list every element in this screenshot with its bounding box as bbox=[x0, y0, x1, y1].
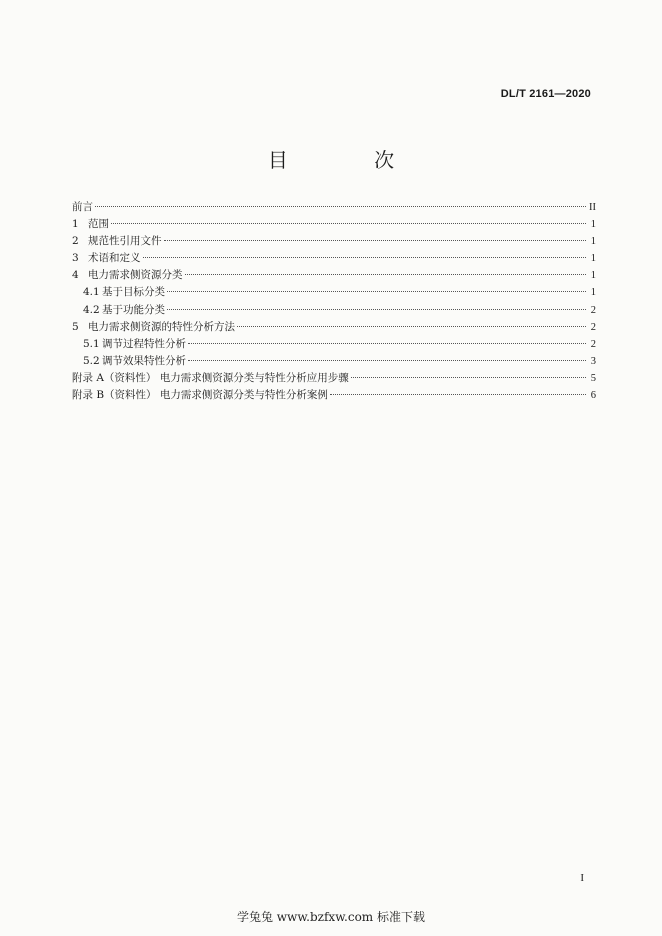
dot-leader bbox=[237, 326, 586, 327]
toc-entry[interactable] bbox=[72, 336, 596, 353]
dot-leader bbox=[188, 360, 586, 361]
dot-leader bbox=[167, 309, 586, 310]
dot-leader bbox=[143, 257, 587, 258]
toc-entry-page: 1 bbox=[590, 270, 596, 282]
toc-entry-number: 5.2 bbox=[83, 354, 100, 367]
toc-entry[interactable] bbox=[72, 387, 596, 404]
toc-entry-label: 调节效果特性分析 bbox=[102, 354, 186, 367]
toc-entry-page: 6 bbox=[590, 390, 596, 402]
toc-entry-page: 1 bbox=[590, 219, 596, 231]
toc-entry-number: 4 bbox=[72, 269, 79, 282]
toc-entry-number: 4.2 bbox=[83, 303, 100, 316]
toc-entry-page: II bbox=[589, 202, 596, 213]
toc-entry[interactable] bbox=[72, 267, 596, 284]
toc-entry-label: 基于目标分类 bbox=[102, 286, 165, 299]
toc-entry[interactable] bbox=[72, 370, 596, 387]
dot-leader bbox=[95, 206, 586, 207]
toc-entry[interactable] bbox=[72, 216, 596, 233]
dot-leader bbox=[164, 240, 587, 241]
toc-entry[interactable] bbox=[72, 233, 596, 250]
table-of-contents bbox=[72, 199, 596, 404]
dot-leader bbox=[167, 291, 586, 292]
toc-entry[interactable] bbox=[72, 353, 596, 370]
toc-entry[interactable] bbox=[72, 302, 596, 319]
toc-entry-label: 术语和定义 bbox=[88, 252, 141, 265]
toc-entry-label: 调节过程特性分析 bbox=[102, 337, 186, 350]
dot-leader bbox=[330, 394, 586, 395]
toc-entry[interactable] bbox=[72, 250, 596, 267]
toc-entry[interactable] bbox=[72, 319, 596, 336]
toc-entry-page: 2 bbox=[590, 338, 596, 350]
toc-entry-number: 2 bbox=[72, 235, 79, 248]
toc-entry-page: 5 bbox=[590, 372, 596, 384]
standard-code: DL/T 2161—2020 bbox=[500, 88, 591, 100]
toc-entry-number: 3 bbox=[72, 252, 79, 265]
toc-title: 目 次 bbox=[267, 148, 435, 172]
toc-entry-page: 1 bbox=[590, 236, 596, 248]
dot-leader bbox=[188, 343, 586, 344]
toc-entry-label: 附录 A（资料性） 电力需求侧资源分类与特性分析应用步骤 bbox=[72, 371, 349, 384]
toc-entry-label: 规范性引用文件 bbox=[88, 235, 162, 248]
toc-entry-page: 2 bbox=[590, 304, 596, 316]
toc-entry-page: 1 bbox=[590, 287, 596, 299]
toc-entry-label: 基于功能分类 bbox=[102, 303, 165, 316]
watermark: 学兔兔 www.bzfxw.com 标准下载 bbox=[236, 910, 426, 924]
dot-leader bbox=[185, 274, 587, 275]
toc-entry-number: 5.1 bbox=[83, 337, 100, 350]
toc-entry-number: 1 bbox=[72, 218, 79, 231]
toc-entry-label: 前言 bbox=[72, 201, 93, 213]
toc-entry-number: 5 bbox=[72, 320, 79, 333]
toc-entry-number: 4.1 bbox=[83, 286, 100, 299]
toc-entry-label: 电力需求侧资源的特性分析方法 bbox=[88, 320, 235, 333]
toc-entry-label: 电力需求侧资源分类 bbox=[88, 269, 183, 282]
toc-entry-page: 3 bbox=[590, 355, 596, 367]
toc-entry-page: 2 bbox=[590, 321, 596, 333]
toc-entry-label: 范围 bbox=[88, 218, 109, 231]
dot-leader bbox=[351, 377, 586, 378]
toc-entry[interactable] bbox=[72, 199, 596, 216]
toc-entry[interactable] bbox=[72, 284, 596, 301]
dot-leader bbox=[111, 223, 586, 224]
toc-entry-label: 附录 B（资料性） 电力需求侧资源分类与特性分析案例 bbox=[72, 389, 328, 402]
toc-entry-page: 1 bbox=[590, 253, 596, 265]
page-number: I bbox=[580, 872, 584, 884]
